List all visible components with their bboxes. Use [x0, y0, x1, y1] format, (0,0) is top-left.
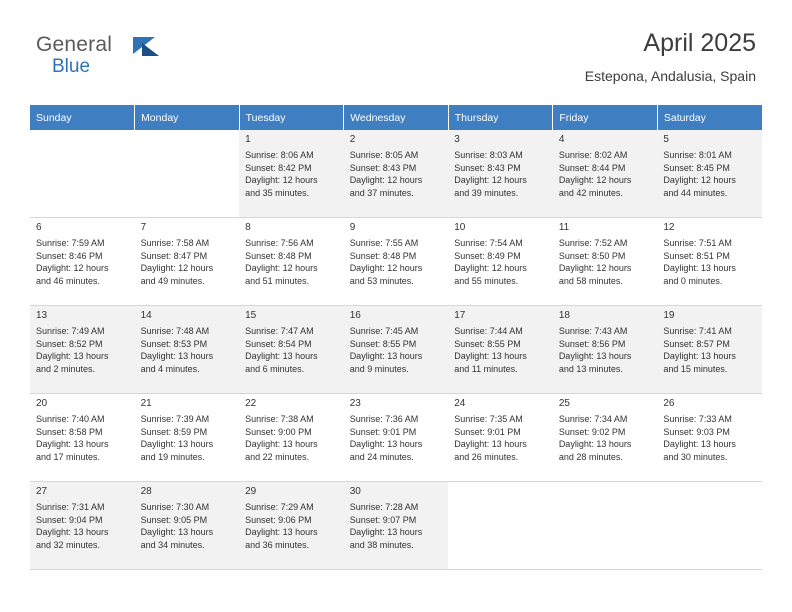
- day-info-line: Sunset: 8:55 PM: [454, 338, 521, 349]
- day-info-line: Sunset: 8:55 PM: [349, 338, 417, 349]
- day-info-line: Sunrise: 7:56 AM: [245, 238, 314, 248]
- day-info-line: Daylight: 13 hours: [663, 351, 736, 362]
- day-info-line: Daylight: 13 hours: [663, 263, 736, 274]
- calendar-cell-empty: [657, 482, 762, 570]
- day-number: 8: [245, 222, 251, 233]
- day-info-line: Sunrise: 7:33 AM: [663, 414, 732, 424]
- day-info-line: Sunrise: 7:47 AM: [245, 326, 314, 336]
- day-info-line: Sunset: 8:46 PM: [36, 250, 103, 261]
- day-number: 27: [36, 486, 48, 497]
- day-info-line: and 39 minutes.: [454, 187, 519, 198]
- day-info-line: Sunrise: 7:29 AM: [245, 502, 314, 512]
- calendar-day-cell: [553, 394, 658, 482]
- day-number: 4: [558, 134, 565, 145]
- day-info-line: Daylight: 12 hours: [349, 175, 423, 186]
- day-info-line: and 46 minutes.: [36, 275, 101, 286]
- calendar-day-cell: [553, 218, 658, 306]
- day-info-line: Daylight: 13 hours: [245, 351, 318, 362]
- day-info-line: and 4 minutes.: [140, 363, 200, 374]
- day-info-line: Sunrise: 7:38 AM: [245, 414, 314, 424]
- day-number: 2: [349, 134, 356, 145]
- day-info-line: and 32 minutes.: [36, 539, 101, 550]
- calendar-day-cell: [553, 306, 658, 394]
- calendar-day-cell: [344, 306, 449, 394]
- weekday-header-saturday: Saturday: [657, 105, 762, 130]
- day-info-line: Daylight: 13 hours: [349, 439, 423, 450]
- day-info-line: Daylight: 13 hours: [140, 351, 214, 362]
- day-info-line: Sunset: 8:42 PM: [245, 162, 312, 173]
- day-info-line: Sunrise: 7:36 AM: [349, 414, 419, 424]
- page-title: April 2025: [643, 29, 756, 57]
- day-info-line: and 37 minutes.: [349, 187, 414, 198]
- day-info-line: and 13 minutes.: [558, 363, 623, 374]
- weekday-header-row: [30, 105, 762, 130]
- day-info-line: Sunset: 8:51 PM: [663, 250, 730, 261]
- day-info-line: Sunrise: 7:44 AM: [454, 326, 523, 336]
- calendar-day-cell: [30, 306, 135, 394]
- day-info-line: Sunrise: 7:59 AM: [36, 238, 105, 248]
- title-block: [585, 28, 756, 85]
- day-info-line: and 38 minutes.: [349, 539, 414, 550]
- day-info-line: and 15 minutes.: [663, 363, 728, 374]
- calendar-day-cell: [448, 394, 553, 482]
- day-info-line: Sunrise: 7:49 AM: [36, 326, 105, 336]
- logo-text-blue: Blue: [52, 56, 91, 77]
- day-info-line: Sunrise: 7:48 AM: [140, 326, 210, 336]
- day-info-line: Daylight: 13 hours: [349, 527, 423, 538]
- day-number: 16: [349, 310, 361, 321]
- day-info-line: and 2 minutes.: [36, 363, 96, 374]
- calendar-week-row: [30, 306, 762, 394]
- calendar-table: [30, 105, 762, 570]
- weekday-header-wednesday: Wednesday: [344, 105, 449, 130]
- day-info-line: and 9 minutes.: [349, 363, 409, 374]
- day-info-line: Sunset: 8:50 PM: [558, 250, 626, 261]
- calendar-day-cell: [448, 218, 553, 306]
- day-number: 19: [663, 310, 675, 321]
- calendar-day-cell: [657, 394, 762, 482]
- day-info-line: Sunset: 9:03 PM: [663, 426, 730, 437]
- day-info-line: Sunset: 9:00 PM: [245, 426, 312, 437]
- calendar-day-cell: [239, 130, 344, 218]
- calendar-day-cell: [344, 482, 449, 570]
- day-number: 9: [349, 222, 356, 233]
- day-info-line: and 36 minutes.: [245, 539, 310, 550]
- calendar-day-cell: [30, 218, 135, 306]
- day-number: 11: [558, 222, 570, 233]
- day-info-line: Sunset: 8:45 PM: [663, 162, 730, 173]
- calendar-day-cell: [239, 482, 344, 570]
- calendar-day-cell: [344, 394, 449, 482]
- day-number: 6: [36, 222, 42, 233]
- day-number: 12: [663, 222, 675, 233]
- day-number: 10: [454, 222, 466, 233]
- weekday-header-thursday: Thursday: [448, 105, 553, 130]
- calendar-day-cell: [344, 130, 449, 218]
- day-info-line: Daylight: 13 hours: [36, 439, 109, 450]
- calendar-body: [30, 130, 762, 570]
- day-info-line: and 58 minutes.: [558, 275, 623, 286]
- calendar-cell-empty: [448, 482, 553, 570]
- weekday-header-friday: Friday: [553, 105, 658, 130]
- day-info-line: Sunset: 9:05 PM: [140, 514, 208, 525]
- day-number: 29: [245, 486, 257, 497]
- day-info-line: Sunset: 8:47 PM: [140, 250, 208, 261]
- day-info-line: Daylight: 13 hours: [245, 527, 318, 538]
- day-info-line: Daylight: 12 hours: [558, 175, 632, 186]
- day-info-line: Sunset: 8:49 PM: [454, 250, 521, 261]
- day-info-line: Daylight: 13 hours: [558, 351, 632, 362]
- day-info-line: Daylight: 13 hours: [454, 351, 527, 362]
- day-info-line: and 28 minutes.: [558, 451, 623, 462]
- calendar-week-row: [30, 130, 762, 218]
- day-info-line: Sunrise: 7:34 AM: [558, 414, 628, 424]
- day-info-line: Sunrise: 7:58 AM: [140, 238, 210, 248]
- day-info-line: Sunrise: 7:28 AM: [349, 502, 419, 512]
- flag-icon: [133, 34, 163, 58]
- day-info-line: Sunrise: 7:54 AM: [454, 238, 523, 248]
- day-info-line: and 17 minutes.: [36, 451, 101, 462]
- calendar-day-cell: [448, 306, 553, 394]
- weekday-header-monday: Monday: [135, 105, 240, 130]
- day-info-line: and 53 minutes.: [349, 275, 414, 286]
- day-info-line: Sunset: 8:43 PM: [349, 162, 417, 173]
- page-header: [36, 28, 756, 98]
- day-info-line: Sunrise: 7:45 AM: [349, 326, 419, 336]
- day-info-line: Sunrise: 7:31 AM: [36, 502, 105, 512]
- day-number: 17: [454, 310, 466, 321]
- day-info-line: Daylight: 12 hours: [245, 263, 318, 274]
- day-info-line: and 0 minutes.: [663, 275, 723, 286]
- day-info-line: Sunrise: 8:05 AM: [349, 150, 419, 160]
- day-number: 18: [558, 310, 570, 321]
- day-info-line: Sunset: 9:01 PM: [454, 426, 521, 437]
- calendar-day-cell: [239, 394, 344, 482]
- day-info-line: Daylight: 12 hours: [454, 263, 527, 274]
- day-info-line: Sunrise: 8:06 AM: [245, 150, 314, 160]
- day-number: 22: [245, 398, 257, 409]
- day-number: 21: [140, 398, 152, 409]
- day-info-line: Sunset: 8:56 PM: [558, 338, 626, 349]
- day-number: 23: [349, 398, 361, 409]
- calendar-day-cell: [135, 482, 240, 570]
- day-info-line: Sunrise: 7:30 AM: [140, 502, 210, 512]
- day-info-line: Sunset: 8:48 PM: [245, 250, 312, 261]
- day-info-line: Sunrise: 8:03 AM: [454, 150, 523, 160]
- day-info-line: Sunset: 8:57 PM: [663, 338, 730, 349]
- logo: [36, 34, 236, 86]
- calendar-day-cell: [448, 130, 553, 218]
- day-info-line: Sunrise: 7:39 AM: [140, 414, 210, 424]
- day-info-line: and 49 minutes.: [140, 275, 205, 286]
- calendar-day-cell: [135, 394, 240, 482]
- calendar-week-row: [30, 394, 762, 482]
- logo-text-general: General: [36, 33, 113, 56]
- day-info-line: and 6 minutes.: [245, 363, 305, 374]
- day-info-line: and 35 minutes.: [245, 187, 310, 198]
- location-subtitle: Estepona, Andalusia, Spain: [584, 68, 756, 84]
- day-info-line: Sunset: 9:06 PM: [245, 514, 312, 525]
- calendar-day-cell: [135, 218, 240, 306]
- day-info-line: Sunrise: 7:43 AM: [558, 326, 628, 336]
- day-info-line: Sunset: 8:52 PM: [36, 338, 103, 349]
- day-info-line: Sunset: 9:01 PM: [349, 426, 417, 437]
- day-info-line: Daylight: 13 hours: [36, 351, 109, 362]
- day-info-line: Sunset: 8:43 PM: [454, 162, 521, 173]
- day-info-line: Daylight: 13 hours: [349, 351, 423, 362]
- calendar-day-cell: [239, 306, 344, 394]
- day-info-line: Sunrise: 7:55 AM: [349, 238, 419, 248]
- calendar-day-cell: [135, 306, 240, 394]
- calendar-day-cell: [344, 218, 449, 306]
- day-number: 20: [36, 398, 48, 409]
- day-number: 24: [454, 398, 466, 409]
- day-info-line: Sunrise: 7:35 AM: [454, 414, 523, 424]
- day-info-line: and 42 minutes.: [558, 187, 623, 198]
- day-info-line: Sunrise: 7:40 AM: [36, 414, 105, 424]
- day-info-line: Daylight: 12 hours: [36, 263, 109, 274]
- day-info-line: and 30 minutes.: [663, 451, 728, 462]
- day-info-line: Sunset: 8:48 PM: [349, 250, 417, 261]
- day-number: 25: [558, 398, 570, 409]
- day-info-line: Daylight: 13 hours: [36, 527, 109, 538]
- day-info-line: Sunset: 9:02 PM: [558, 426, 626, 437]
- day-info-line: Sunrise: 7:52 AM: [558, 238, 628, 248]
- day-info-line: and 34 minutes.: [140, 539, 205, 550]
- day-number: 7: [140, 222, 147, 233]
- calendar-cell-empty: [30, 130, 135, 218]
- day-info-line: Daylight: 13 hours: [140, 439, 214, 450]
- day-info-line: Sunset: 9:04 PM: [36, 514, 103, 525]
- day-info-line: Sunset: 8:58 PM: [36, 426, 103, 437]
- calendar-day-cell: [239, 218, 344, 306]
- day-info-line: Daylight: 13 hours: [454, 439, 527, 450]
- day-info-line: Daylight: 13 hours: [558, 439, 632, 450]
- weekday-header-tuesday: Tuesday: [239, 105, 344, 130]
- weekday-header-sunday: Sunday: [30, 105, 135, 130]
- calendar-day-cell: [657, 130, 762, 218]
- day-info-line: Daylight: 12 hours: [245, 175, 318, 186]
- day-number: 15: [245, 310, 257, 321]
- day-number: 30: [349, 486, 361, 497]
- day-info-line: Daylight: 12 hours: [140, 263, 214, 274]
- calendar-day-cell: [657, 218, 762, 306]
- calendar-cell-empty: [135, 130, 240, 218]
- calendar-day-cell: [657, 306, 762, 394]
- calendar-day-cell: [553, 130, 658, 218]
- day-number: 28: [140, 486, 152, 497]
- day-info-line: Daylight: 12 hours: [454, 175, 527, 186]
- day-info-line: Daylight: 12 hours: [558, 263, 632, 274]
- day-info-line: Sunrise: 7:41 AM: [663, 326, 732, 336]
- day-info-line: Daylight: 13 hours: [140, 527, 214, 538]
- day-number: 26: [663, 398, 675, 409]
- day-info-line: Daylight: 13 hours: [663, 439, 736, 450]
- day-info-line: and 19 minutes.: [140, 451, 205, 462]
- day-number: 3: [454, 134, 460, 145]
- day-info-line: Daylight: 13 hours: [245, 439, 318, 450]
- day-info-line: Sunrise: 8:02 AM: [558, 150, 628, 160]
- day-info-line: Daylight: 12 hours: [663, 175, 736, 186]
- day-number: 14: [140, 310, 152, 321]
- calendar-day-cell: [30, 394, 135, 482]
- day-number: 13: [36, 310, 48, 321]
- day-info-line: and 24 minutes.: [349, 451, 414, 462]
- calendar-week-row: [30, 218, 762, 306]
- day-info-line: Sunset: 8:54 PM: [245, 338, 312, 349]
- day-info-line: and 22 minutes.: [245, 451, 310, 462]
- day-info-line: Sunset: 8:44 PM: [558, 162, 626, 173]
- day-info-line: and 11 minutes.: [454, 363, 518, 374]
- calendar-day-cell: [30, 482, 135, 570]
- day-info-line: Sunrise: 7:51 AM: [663, 238, 732, 248]
- day-info-line: Daylight: 12 hours: [349, 263, 423, 274]
- day-info-line: and 26 minutes.: [454, 451, 519, 462]
- day-info-line: Sunrise: 8:01 AM: [663, 150, 732, 160]
- day-info-line: Sunset: 9:07 PM: [349, 514, 417, 525]
- day-info-line: and 55 minutes.: [454, 275, 519, 286]
- day-info-line: Sunset: 8:59 PM: [140, 426, 208, 437]
- day-info-line: Sunset: 8:53 PM: [140, 338, 208, 349]
- calendar-week-row: [30, 482, 762, 570]
- day-number: 5: [663, 134, 669, 145]
- day-number: 1: [245, 134, 251, 145]
- calendar-cell-empty: [553, 482, 658, 570]
- day-info-line: and 51 minutes.: [245, 275, 310, 286]
- day-info-line: and 44 minutes.: [663, 187, 728, 198]
